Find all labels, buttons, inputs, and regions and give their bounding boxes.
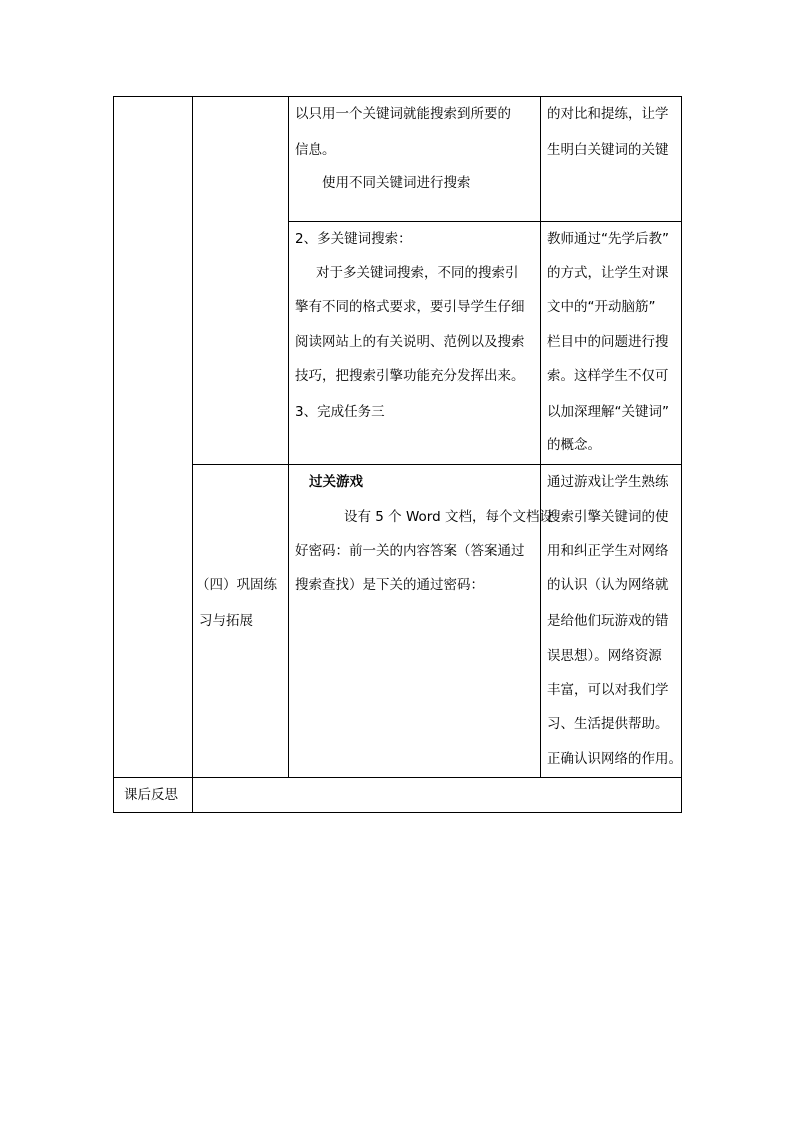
row2-content-line: 2、多关键词搜索： <box>295 231 412 247</box>
row1-content-line: 以只用一个关键词就能搜索到所要的 <box>295 106 511 122</box>
row1-note-line: 的对比和提练，让学 <box>547 106 669 122</box>
table-left-border <box>113 96 114 813</box>
row3-step-line: 习与拓展 <box>199 613 253 629</box>
row2-content-line: 技巧，把搜索引擎功能充分发挥出来。 <box>295 368 525 384</box>
row3-content-title: 过关游戏 <box>309 474 363 490</box>
table-top-border <box>113 96 682 97</box>
row2-note-line: 文中的“开动脑筋” <box>547 299 656 315</box>
row1-content-line: 使用不同关键词进行搜索 <box>322 175 471 191</box>
row3-note-line: 的认识（认为网络就 <box>547 577 669 593</box>
row2-note-line: 的概念。 <box>547 437 601 453</box>
row2-content-line: 阅读网站上的有关说明、范例以及搜索 <box>295 334 525 350</box>
row3-note-line: 搜索引擎关键词的使 <box>547 509 669 525</box>
row2-note-line: 以加深理解“关键词” <box>547 404 669 420</box>
row3-step-line: （四）巩固练 <box>196 577 277 593</box>
reflection-label: 课后反思 <box>124 787 178 803</box>
row3-note-line: 是给他们玩游戏的错 <box>547 613 669 629</box>
row2-content-line: 擎有不同的格式要求，要引导学生仔细 <box>295 299 525 315</box>
row1-content-line: 信息。 <box>295 142 336 158</box>
row3-note-line: 误思想）。网络资源 <box>547 648 662 664</box>
row2-note-line: 索。这样学生不仅可 <box>547 368 669 384</box>
row3-bottom-border <box>113 777 682 778</box>
table-bottom-border <box>113 812 682 813</box>
row1-note-line: 生明白关键词的关键 <box>547 142 669 158</box>
row2-content-line: 3、完成任务三 <box>295 404 385 420</box>
col1-divider <box>192 96 193 813</box>
row2-bottom-border <box>192 464 682 465</box>
row1-bottom-border <box>288 221 682 222</box>
row3-note-line: 用和纠正学生对网络 <box>547 543 669 559</box>
col3-divider <box>540 96 541 778</box>
col2-divider <box>288 96 289 778</box>
row2-note-line: 教师通过“先学后教” <box>547 231 669 247</box>
row2-note-line: 栏目中的问题进行搜 <box>547 334 669 350</box>
table-right-border <box>681 96 682 813</box>
row2-content-line: 对于多关键词搜索，不同的搜索引 <box>316 265 519 281</box>
row3-note-line: 通过游戏让学生熟练 <box>547 474 669 490</box>
row3-note-line: 丰富，可以对我们学 <box>547 682 669 698</box>
row3-content-line: 设有 5 个 Word 文档，每个文档设 <box>344 509 553 525</box>
row3-note-line: 习、生活提供帮助。 <box>547 716 669 732</box>
row3-content-line: 好密码：前一关的内容答案（答案通过 <box>295 543 525 559</box>
row3-note-line: 正确认识网络的作用。 <box>547 751 682 767</box>
row3-content-line: 搜索查找）是下关的通过密码： <box>295 577 484 593</box>
row2-note-line: 的方式，让学生对课 <box>547 265 669 281</box>
